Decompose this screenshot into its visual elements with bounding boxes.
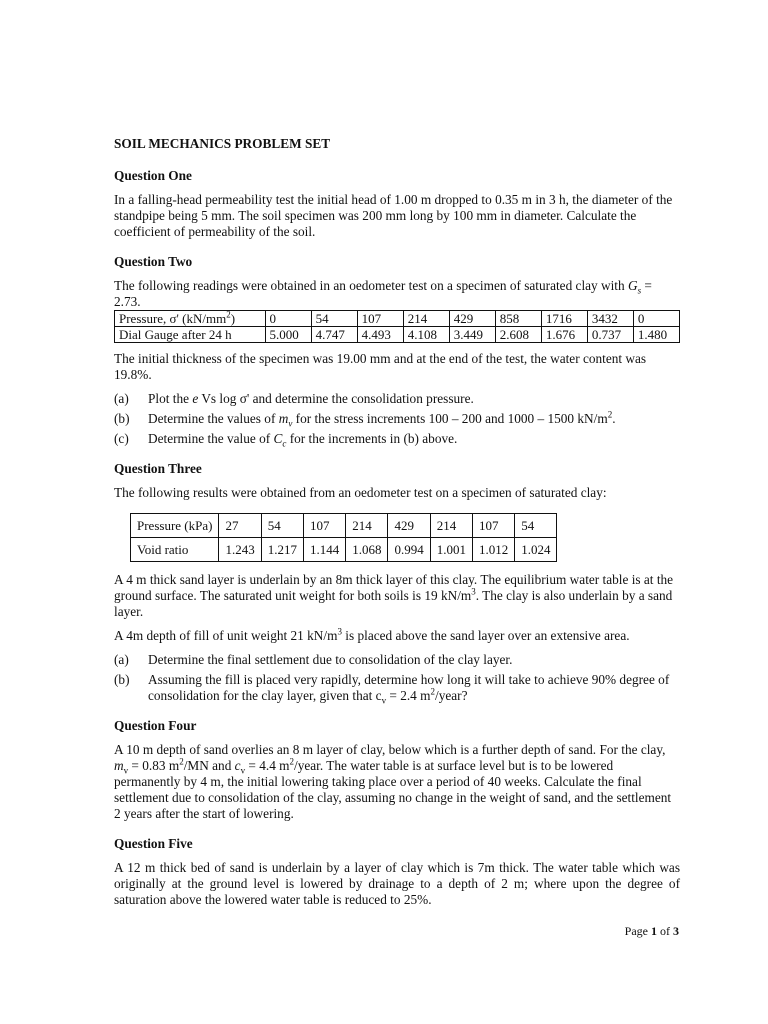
- pressure-row-label: Pressure (kPa): [131, 514, 219, 538]
- table-cell: 3.449: [449, 327, 495, 343]
- question-three: [114, 461, 680, 704]
- table-cell: 1.217: [261, 538, 303, 562]
- dial-row-label: Dial Gauge after 24 h: [115, 327, 266, 343]
- void-ratio-row-label: Void ratio: [131, 538, 219, 562]
- table-cell: 4.747: [311, 327, 357, 343]
- table-cell: 1.001: [430, 538, 472, 562]
- table-row: [131, 538, 557, 562]
- list-item: (b) Assuming the fill is placed very rapidly, determine how long it will take to achieve 90% degree of consolidation for the clay layer, given that $c_v = 2.4$ $m^2$/year?: [114, 672, 670, 706]
- question-five-heading: Question Five: [114, 836, 193, 851]
- table-cell: 54: [261, 514, 303, 538]
- table-cell: 1.068: [346, 538, 388, 562]
- oedometer-readings-table: [114, 310, 680, 343]
- question-five-text: A 12 m thick bed of sand is underlain by a layer of clay which is 7m thick. The water table which was originally at the ground level is lowered by drainage to a depth of 2 m; where upon the degree of saturation above the lowered water table is reduced to 25%.: [114, 860, 680, 907]
- table-cell: 3432: [587, 311, 633, 327]
- void-ratio-table: [130, 513, 557, 562]
- table-cell: 0.737: [587, 327, 633, 343]
- question-three-paragraph-one: A 4 m thick sand layer is underlain by an 8m thick layer of this clay. The equilibrium water table is at the ground surface. The saturated unit weight for both soils is 19 $kN/m^3$. The clay is also underlain by a sand layer.: [114, 572, 674, 619]
- table-row: [115, 311, 680, 327]
- table-cell: 4.108: [403, 327, 449, 343]
- question-two-heading: Question Two: [114, 254, 193, 269]
- list-item: (b) Determine the values of $m_v$ for the stress increments 100 – 200 and 1000 – 1500 $kN/m^2$.: [114, 409, 616, 429]
- question-three-intro: The following results were obtained from an oedometer test on a specimen of saturated clay:: [114, 485, 607, 500]
- table-cell: 1716: [541, 311, 587, 327]
- table-cell: 214: [430, 514, 472, 538]
- table-cell: 0: [633, 311, 679, 327]
- question-one-text: In a falling-head permeability test the initial head of 1.00 m dropped to 0.35 m in 3 h, the diameter of the standpipe being 5 mm. The soil specimen was 200 mm long by 100 mm in diameter. Calculate the coefficient of permeability of the soil.: [114, 192, 673, 239]
- table-cell: 429: [388, 514, 430, 538]
- question-four-heading: Question Four: [114, 718, 197, 733]
- table-cell: 5.000: [265, 327, 311, 343]
- question-three-paragraph-two: A 4m depth of fill of unit weight 21 $kN/m^3$ is placed above the sand layer over an extensive area.: [114, 626, 630, 643]
- question-two-after-text: The initial thickness of the specimen was 19.00 mm and at the end of the test, the water content was 19.8%.: [114, 351, 647, 382]
- table-cell: 107: [357, 311, 403, 327]
- table-cell: 214: [346, 514, 388, 538]
- question-four: [114, 718, 680, 822]
- table-cell: 1.480: [633, 327, 679, 343]
- table-cell: 4.493: [357, 327, 403, 343]
- question-five: [114, 836, 680, 908]
- table-cell: 1.024: [515, 538, 557, 562]
- table-cell: 1.243: [219, 538, 261, 562]
- list-item: (a) Plot the e Vs log σ' and determine the consolidation pressure.: [114, 391, 474, 406]
- page-number: Page 1 of 3: [624, 924, 679, 938]
- table-cell: 858: [495, 311, 541, 327]
- question-one: [114, 168, 680, 240]
- document-page: [114, 136, 680, 922]
- list-item: (a) Determine the final settlement due to consolidation of the clay layer.: [114, 652, 513, 667]
- table-cell: 107: [472, 514, 514, 538]
- document-title: SOIL MECHANICS PROBLEM SET: [114, 136, 331, 151]
- table-cell: 107: [303, 514, 345, 538]
- table-cell: 1.676: [541, 327, 587, 343]
- question-two: [114, 254, 680, 447]
- table-row: [131, 514, 557, 538]
- table-cell: 429: [449, 311, 495, 327]
- table-cell: 54: [311, 311, 357, 327]
- table-cell: 0.994: [388, 538, 430, 562]
- pressure-row-label: Pressure, σ' $(kN/mm^2)$: [115, 311, 266, 327]
- table-cell: 1.144: [303, 538, 345, 562]
- question-four-text: A 10 m depth of sand overlies an 8 m layer of clay, below which is a further depth of sand. For the clay, $m_v = 0.83$ $m^2/MN$ and $c_v = 4.4$ $m^2$/year. The water table is at surface level but is to be lowered permanently by 4 m, the initial lowering taking place over a period of 40 weeks. Calculate the final settlement due to consolidation of the clay, assuming no change in the weight of sand, and the settlement 2 years after the start of lowering.: [114, 742, 672, 821]
- table-cell: 27: [219, 514, 261, 538]
- question-two-intro: The following readings were obtained in an oedometer test on a specimen of saturated clay with $G_s = 2.73$.: [114, 278, 652, 309]
- table-cell: 214: [403, 311, 449, 327]
- list-item: (c) Determine the value of $C_c$ for the increments in (b) above.: [114, 431, 458, 449]
- question-three-heading: Question Three: [114, 461, 202, 476]
- table-cell: 0: [265, 311, 311, 327]
- table-cell: 54: [515, 514, 557, 538]
- question-one-heading: Question One: [114, 168, 192, 183]
- table-cell: 2.608: [495, 327, 541, 343]
- table-cell: 1.012: [472, 538, 514, 562]
- table-row: [115, 327, 680, 343]
